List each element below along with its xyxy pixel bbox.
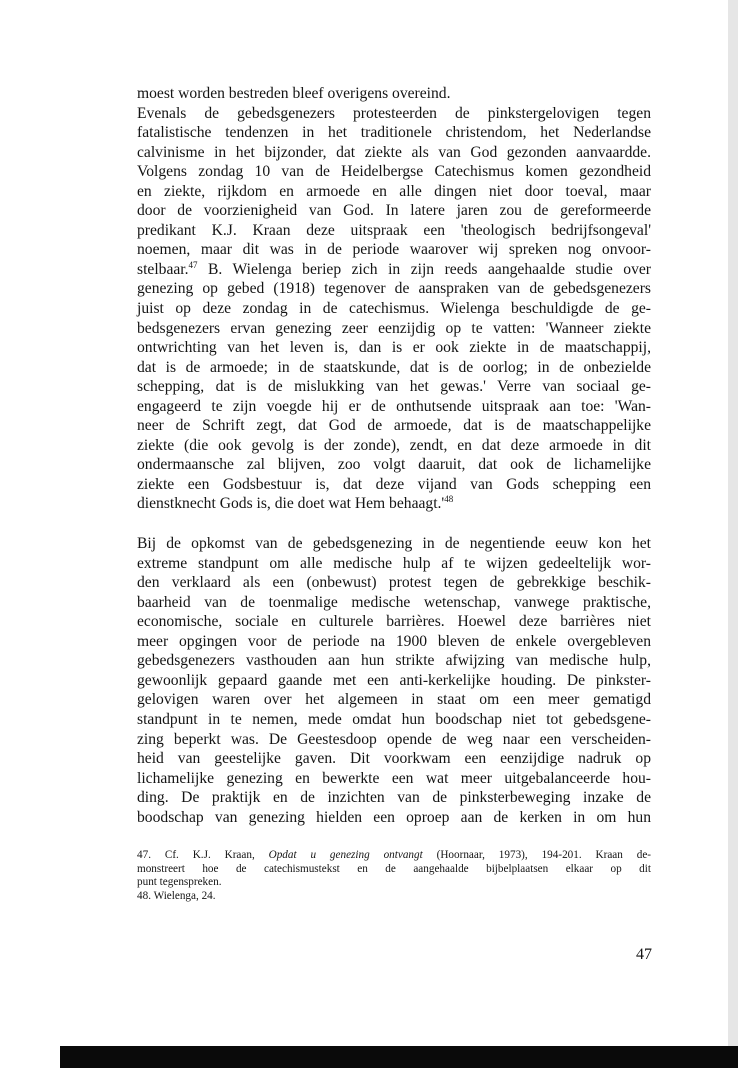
- text-line: predikant K.J. Kraan deze uitspraak een 'theologisch bedrijfsongeval': [137, 221, 651, 239]
- text-segment: stelbaar.: [137, 260, 189, 278]
- text-line: [137, 494, 651, 514]
- text-line: zing beperkt was. De Geestesdoop opende de weg naar een verscheiden-: [137, 730, 651, 748]
- text-line: neer de Schrift zegt, dat God de armoede, dat is de maatschappelijke: [137, 417, 651, 435]
- text-line: en ziekte, rijkdom en armoede en alle dingen niet door toeval, maar: [137, 182, 651, 200]
- footnote-47-prefix: 47. Cf. K.J. Kraan,: [137, 849, 269, 861]
- text-line: extreme standpunt om alle medische hulp af te wijzen gedeeltelijk wor-: [137, 554, 651, 572]
- text-segment: dienstknecht Gods is, die doet wat Hem behaagt.': [137, 495, 445, 513]
- text-line: heid van geestelijke gaven. Dit voorkwam een eenzijdige nadruk op: [137, 750, 651, 768]
- text-line: schepping, dat is de mislukking van het gewas.' Verre van sociaal ge-: [137, 378, 651, 396]
- footnotes: [137, 849, 651, 903]
- text-line: moest worden bestreden bleef overigens overeind.: [137, 85, 451, 102]
- footnote-47-rest: (Hoornaar, 1973), 194-201. Kraan de-: [422, 849, 652, 861]
- text-line: ziekte (die ook gevolg is der zonde), zendt, en dat deze armoede in dit: [137, 436, 651, 454]
- footnote-47-line: [137, 849, 651, 863]
- paragraph-1: [137, 84, 651, 514]
- text-line: gelovigen waren over het algemeen in staat om een meer gematigd: [137, 691, 651, 709]
- footnote-48: 48. Wielenga, 24.: [137, 889, 216, 902]
- text-line: economische, sociale en culturele barrières. Hoewel deze barrières niet: [137, 613, 651, 631]
- paragraph-2: [137, 534, 651, 827]
- scan-bottom-border: [60, 1046, 738, 1068]
- text-line: Evenals de gebedsgenezers protesteerden de pinkstergelovigen tegen: [137, 104, 651, 122]
- text-line: [137, 260, 651, 280]
- text-line: gewoonlijk gepaard gaande met een anti-kerkelijke houding. De pinkster-: [137, 671, 651, 689]
- footnote-47-line: monstreert hoe de catechismustekst en de aangehaalde bijbelplaatsen elkaar op dit: [137, 862, 651, 875]
- text-line: ziekte een Godsbestuur is, dat deze vijand van Gods schepping een: [137, 475, 651, 493]
- text-line: juist op deze zondag in de catechismus. Wielenga beschuldigde de ge-: [137, 300, 651, 318]
- footnote-ref-47[interactable]: 47: [188, 259, 198, 270]
- text-line: boodschap van genezing hielden een oproep aan de kerken in om hun: [137, 808, 651, 826]
- text-line: dat is de armoede; in de staatskunde, dat is de oorlog; in de onbezielde: [137, 358, 651, 376]
- text-line: ondermaansche zal blijven, zoo volgt daaruit, dat ook de lichamelijke: [137, 456, 651, 474]
- text-line: den verklaard als een (onbewust) protest tegen de gebrekkige beschik-: [137, 574, 651, 592]
- text-line: engageerd te zijn voegde hij er de onthutsende uitspraak aan toe: 'Wan-: [137, 397, 651, 415]
- text-segment: B. Wielenga beriep zich in zijn reeds aangehaalde studie over: [197, 260, 651, 278]
- cited-title: Opdat u genezing ontvangt: [268, 849, 423, 861]
- text-line: gebedsgenezers vasthouden aan hun strikte afwijzing van medische hulp,: [137, 652, 651, 670]
- text-line: door de voorzienigheid van God. In latere jaren zou de gereformeerde: [137, 202, 651, 220]
- text-line: noemen, maar dit was in de periode waarover wij spreken nog onvoor-: [137, 241, 651, 259]
- body-text: [137, 84, 651, 827]
- text-line: calvinisme in het bijzonder, dat ziekte als van God gezonden aanvaardde.: [137, 143, 651, 161]
- paragraph-gap: [137, 514, 651, 534]
- text-line: ontwrichting van het leven is, dan is er ook ziekte in de maatschappij,: [137, 339, 651, 357]
- scan-edge-shadow: [728, 0, 738, 1068]
- text-line: Bij de opkomst van de gebedsgenezing in de negentiende eeuw kon het: [137, 535, 651, 553]
- text-line: genezing op gebed (1918) tegenover de aanspraken van de gebedsgenezers: [137, 280, 651, 298]
- text-line: bedsgenezers ervan genezing zeer eenzijdig op te vatten: 'Wanneer ziekte: [137, 319, 651, 337]
- text-line: meer opgingen voor de periode na 1900 bleven de enkele overgebleven: [137, 632, 651, 650]
- text-line: Volgens zondag 10 van de Heidelbergse Catechismus komen gezondheid: [137, 163, 651, 181]
- text-line: standpunt in te nemen, mede omdat hun boodschap niet tot gebedsgene-: [137, 710, 651, 728]
- footnote-47-line: punt tegenspreken.: [137, 876, 222, 889]
- text-line: baarheid van de toenmalige medische wetenschap, vanwege praktische,: [137, 593, 651, 611]
- footnote-ref-48[interactable]: 48: [444, 494, 454, 505]
- text-line: lichamelijke genezing en bewerkte een wat meer uitgebalanceerde hou-: [137, 769, 651, 787]
- text-line: ding. De praktijk en de inzichten van de pinksterbeweging inzake de: [137, 789, 651, 807]
- text-line: fatalistische tendenzen in het traditionele christendom, het Nederlandse: [137, 124, 651, 142]
- page-number: 47: [636, 946, 652, 963]
